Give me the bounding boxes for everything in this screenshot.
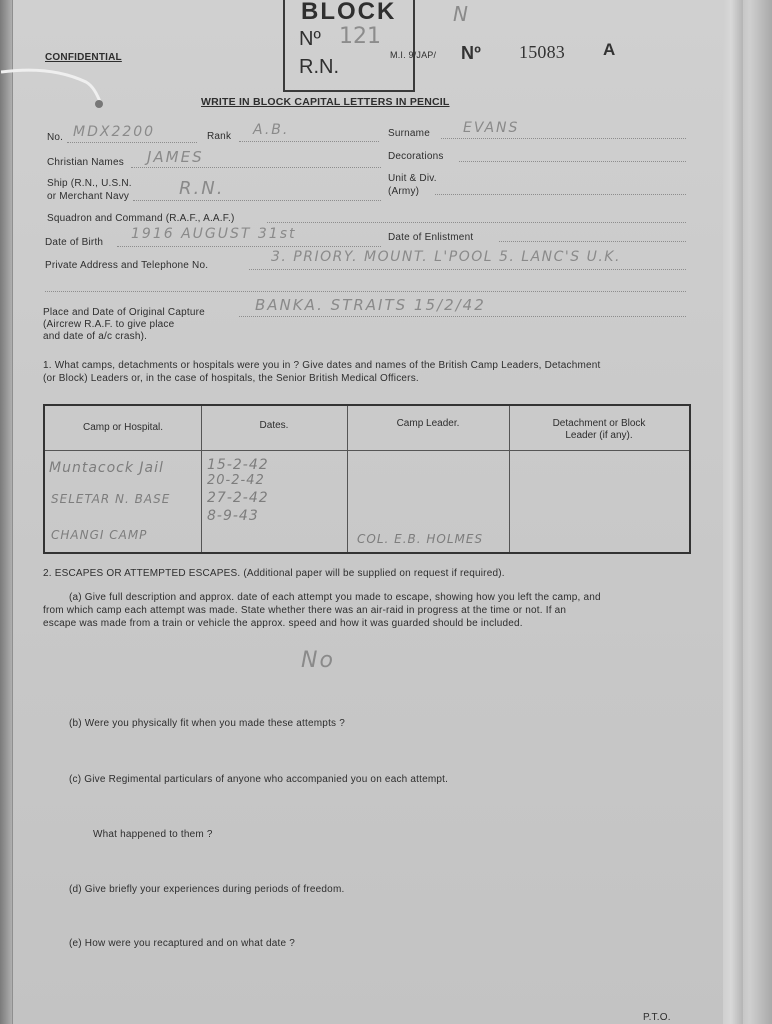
reference-code: M.I. 9/JAP/ <box>390 50 437 60</box>
squadron-label: Squadron and Command (R.A.F., A.A.F.) <box>47 213 235 224</box>
section2-a-line2: from which camp each attempt was made. State whether there was an air-raid in progress at the time or not. If an <box>43 605 567 616</box>
table-row-4-leader: COL. E.B. HOLMES <box>357 532 484 546</box>
unit-label-line1: Unit & Div. <box>388 173 437 184</box>
christian-names-value: JAMES <box>147 148 204 166</box>
section2-heading: 2. ESCAPES OR ATTEMPTED ESCAPES. (Additional paper will be supplied on request if required). <box>43 568 505 579</box>
section2-a-answer: No <box>301 648 335 673</box>
pto-label: P.T.O. <box>643 1012 671 1023</box>
section2-e: (e) How were you recaptured and on what date ? <box>69 938 295 949</box>
rank-label: Rank <box>207 131 232 142</box>
section2-a-line3: escape was made from a train or vehicle the approx. speed and how it was guarded should be included. <box>43 618 523 629</box>
serial-number: 15083 <box>519 42 565 62</box>
unit-label-line2: (Army) <box>388 186 420 197</box>
table-row-3-dates: 8-9-43 <box>207 508 259 524</box>
table-row-0-camp: Muntacock Jail <box>49 460 164 476</box>
table-row-0-dates: 15-2-42 <box>207 457 269 473</box>
instruction-heading: WRITE IN BLOCK CAPITAL LETTERS IN PENCIL <box>201 96 450 108</box>
block-stamp-box <box>283 0 415 92</box>
ship-label-line2: or Merchant Navy <box>47 191 130 202</box>
string-tie-icon <box>1 60 121 110</box>
section2-c-sub: What happened to them ? <box>93 829 213 840</box>
block-rn: R.N. <box>299 56 339 78</box>
surname-value: EVANS <box>463 120 520 136</box>
table-row-4-camp: CHANGI CAMP <box>51 528 148 542</box>
section2-d: (d) Give briefly your experiences during periods of freedom. <box>69 884 345 895</box>
serial-suffix: A <box>603 40 616 59</box>
header-camp-or-hospital: Camp or Hospital. <box>82 422 164 433</box>
decorations-label: Decorations <box>388 151 444 162</box>
table-row-1-dates: 20-2-42 <box>207 473 265 488</box>
surname-label: Surname <box>388 128 430 139</box>
section2-c: (c) Give Regimental particulars of anyone who accompanied you on each attempt. <box>69 774 449 785</box>
corner-mark: N <box>453 2 470 26</box>
header-camp-leader: Camp Leader. <box>396 418 460 429</box>
date-of-birth-value: 1916 AUGUST 31st <box>131 226 297 242</box>
private-address-label: Private Address and Telephone No. <box>45 260 209 271</box>
block-no-label: Nº <box>299 28 321 50</box>
capture-label-line2: (Aircrew R.A.F. to give place <box>43 319 175 330</box>
section1-question-line2: (or Block) Leaders or, in the case of hospitals, the Senior British Medical Officers. <box>43 373 419 384</box>
capture-label-line1: Place and Date of Original Capture <box>43 307 205 318</box>
ship-label-line1: Ship (R.N., U.S.N. <box>47 178 132 189</box>
capture-label-line3: and date of a/c crash). <box>43 331 148 342</box>
section1-question-line1: 1. What camps, detachments or hospitals were you in ? Give dates and names of the British Camp Leaders, Detachment <box>43 360 601 371</box>
block-title: BLOCK <box>301 0 397 25</box>
rank-value: A.B. <box>253 122 290 138</box>
no-label: No. <box>47 132 64 143</box>
table-row-2-camp: SELETAR N. BASE <box>51 492 171 506</box>
header-dates: Dates. <box>259 420 289 431</box>
camp-table <box>43 404 691 554</box>
table-row-2-dates: 27-2-42 <box>207 490 269 506</box>
capture-value: BANKA. STRAITS 15/2/42 <box>255 296 486 314</box>
no-value: MDX2200 <box>73 124 156 140</box>
header-detachment-leader-line1: Detachment or Block <box>552 418 646 429</box>
christian-names-label: Christian Names <box>47 157 124 168</box>
date-of-enlistment-label: Date of Enlistment <box>388 232 474 243</box>
section2-b: (b) Were you physically fit when you made these attempts ? <box>69 718 345 729</box>
date-of-birth-label: Date of Birth <box>45 237 104 248</box>
private-address-value: 3. PRIORY. MOUNT. L'POOL 5. LANC'S U.K. <box>271 249 621 265</box>
ship-value: R.N. <box>179 178 225 199</box>
number-label: Nº <box>461 43 481 63</box>
section2-a-line1: (a) Give full description and approx. date of each attempt you made to escape, showing how you left the camp, and <box>69 592 601 603</box>
confidential-label: CONFIDENTIAL <box>45 52 122 63</box>
form-page <box>12 0 723 1024</box>
header-detachment-leader-line2: Leader (if any). <box>565 430 633 441</box>
block-number-handwritten: 121 <box>339 24 381 49</box>
